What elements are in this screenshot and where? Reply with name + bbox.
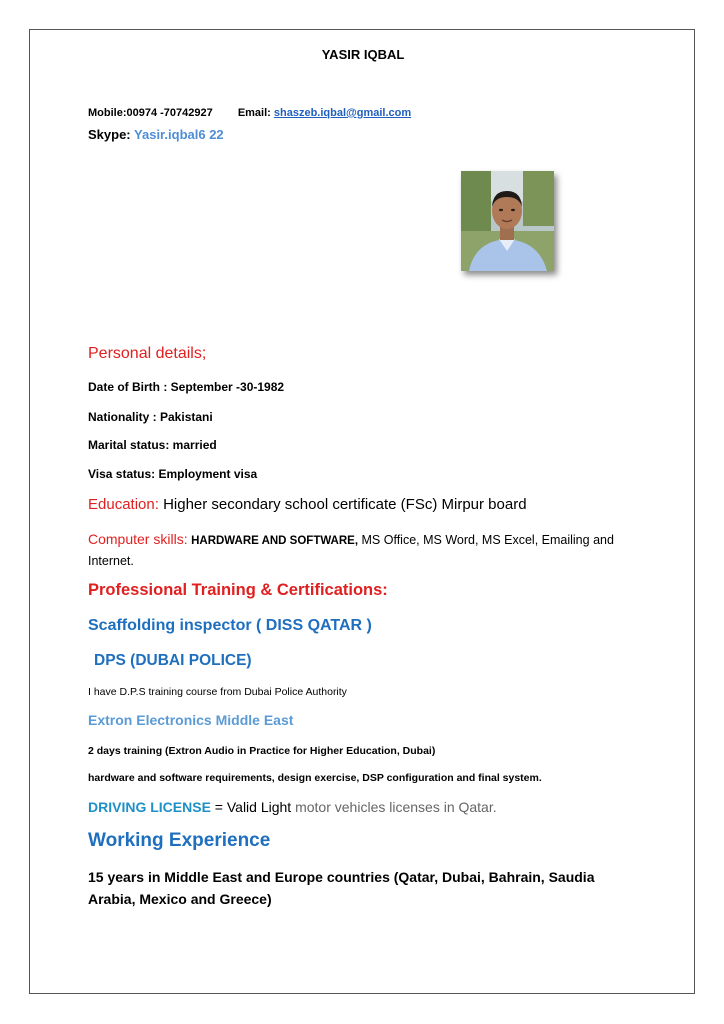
email-link[interactable]: shaszeb.iqbal@gmail.com	[273, 107, 412, 119]
extron-heading: Extron Electronics Middle East	[88, 712, 294, 728]
extron-training-line: 2 days training (Extron Audio in Practice for Higher Education, Dubai)	[88, 745, 436, 757]
computer-skills	[88, 529, 638, 571]
detail-marital-status: Marital status: married	[88, 438, 217, 452]
resume-page	[29, 29, 695, 994]
personal-details-heading: Personal details;	[88, 345, 207, 362]
extron-topics-line: hardware and software requirements, design exercise, DSP configuration and final system.	[88, 772, 542, 784]
mobile-number: 00974 -70742927	[126, 107, 213, 119]
driving-license-eq: = Valid Light	[210, 799, 296, 815]
training-heading: Professional Training & Certifications:	[88, 581, 388, 599]
working-experience-heading: Working Experience	[88, 830, 271, 851]
detail-visa-status: Visa status: Employment visa	[88, 467, 258, 481]
working-experience-desc: 15 years in Middle East and Europe countries (Qatar, Dubai, Bahrain, Saudia Arabia, Mexico and Greece)	[88, 869, 595, 907]
dps-heading: DPS (DUBAI POLICE)	[94, 652, 252, 669]
driving-license-value: motor vehicles licenses in Qatar.	[295, 799, 497, 815]
driving-license-label: DRIVING LICENSE	[88, 799, 211, 815]
education-label: Education:	[88, 496, 159, 513]
skype-id: Yasir.iqbal6 22	[134, 127, 224, 142]
dps-description: I have D.P.S training course from Dubai Police Authority	[88, 686, 347, 698]
education-value: Higher secondary school certificate (FSc) Mirpur board	[163, 496, 527, 513]
skype-label: Skype:	[88, 127, 131, 142]
candidate-name: YASIR IQBAL	[321, 47, 405, 62]
profile-photo	[461, 171, 554, 271]
detail-dob: Date of Birth : September -30-1982	[88, 380, 285, 394]
portrait-image	[461, 171, 554, 271]
skype-line	[88, 127, 224, 142]
education-line	[88, 496, 527, 513]
skills-label: Computer skills:	[88, 531, 188, 547]
detail-nationality: Nationality : Pakistani	[88, 410, 213, 424]
scaffolding-cert: Scaffolding inspector ( DISS QATAR )	[88, 617, 372, 634]
contact-line	[88, 107, 411, 119]
driving-license-line	[88, 799, 497, 815]
email-label: Email:	[237, 107, 271, 119]
skills-caps: HARDWARE AND SOFTWARE,	[191, 535, 359, 547]
skills-value: MS Office, MS Word, MS Excel, Emailing and Internet.	[88, 533, 614, 568]
mobile-label: Mobile:	[88, 107, 127, 119]
